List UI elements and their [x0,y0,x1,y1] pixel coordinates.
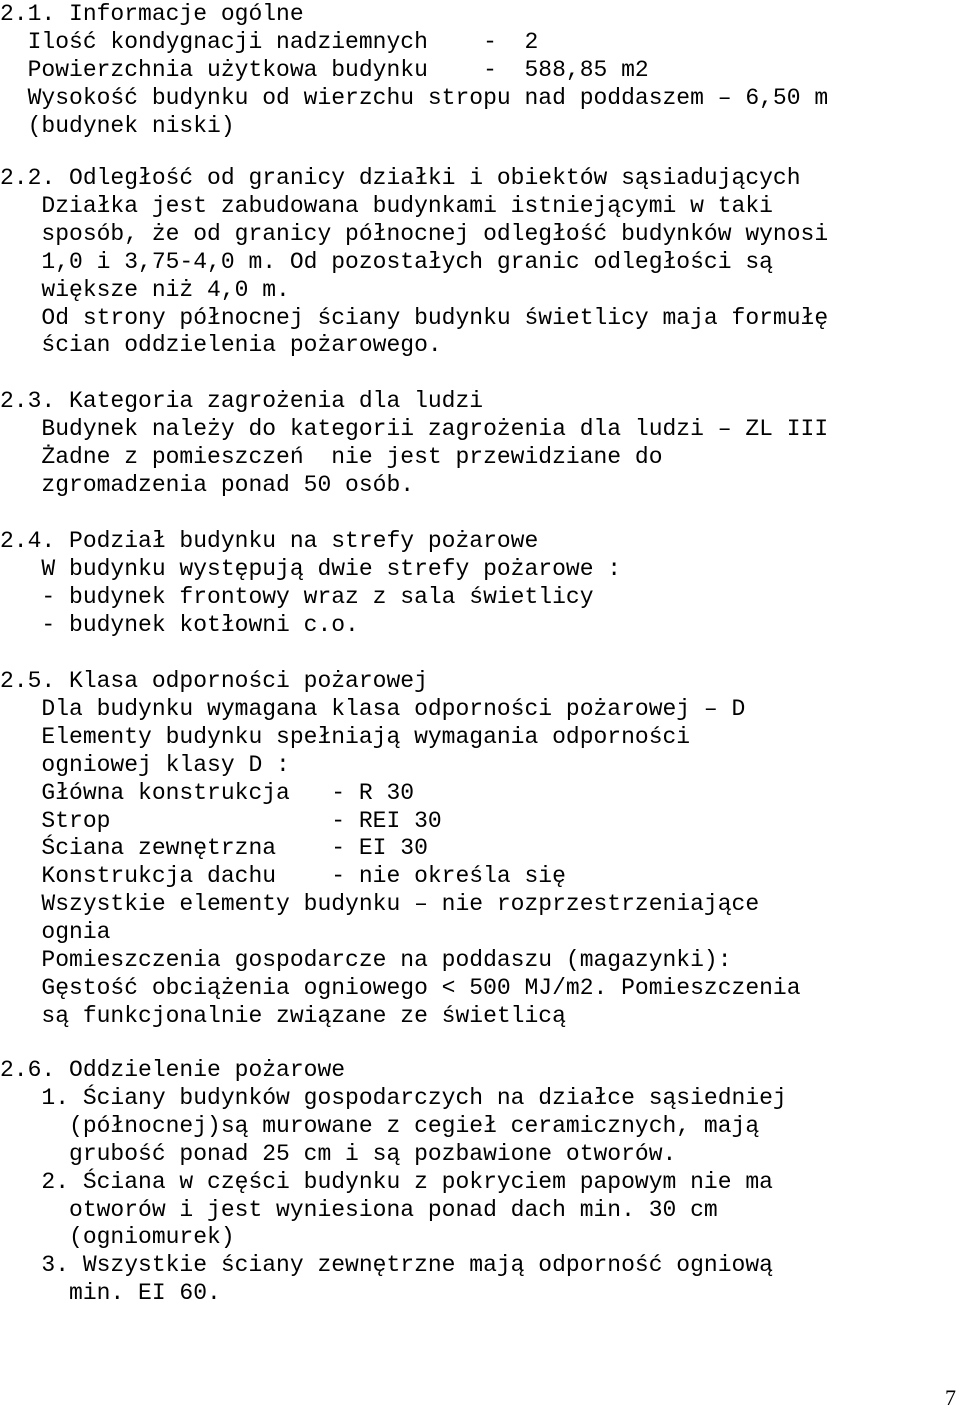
text-line: Żadne z pomieszczeń nie jest przewidziane do [0,443,663,470]
section-heading: 2.3. Kategoria zagrożenia dla ludzi [0,388,484,414]
text-line: sposób, że od granicy północnej odległość budynków wynosi [0,220,829,247]
text-line: są funkcjonalnie związane ze świetlicą [0,1002,566,1029]
text-line: Wysokość budynku od wierzchu stropu nad poddaszem – 6,50 m [0,84,829,111]
text-line: zgromadzenia ponad 50 osób. [0,471,415,498]
section-heading: 2.4. Podział budynku na strefy pożarowe [0,528,539,554]
section-heading: 2.6. Oddzielenie pożarowe [0,1057,346,1083]
text-line: (ogniomurek) [0,1224,235,1251]
text-line: ogniowej klasy D : [0,751,290,778]
text-line: - budynek frontowy wraz z sala świetlicy [0,583,594,610]
text-line: otworów i jest wyniesiona ponad dach min. 30 cm [0,1196,718,1223]
section-heading: 2.2. Odległość od granicy działki i obiektów sąsiadujących [0,165,801,191]
text-line: Konstrukcja dachu - nie określa się [0,863,566,890]
text-line: Główna konstrukcja - R 30 [0,779,415,806]
page-number: 7 [945,1385,956,1410]
text-line: ognia [0,919,111,946]
text-line: Pomieszczenia gospodarcze na poddaszu (magazynki): [0,947,732,973]
text-line: większe niż 4,0 m. [0,276,290,303]
text-line: Budynek należy do kategorii zagrożenia dla ludzi – ZL III [0,415,829,442]
text-line: 1,0 i 3,75-4,0 m. Od pozostałych granic odległości są [0,248,773,275]
text-line: Powierzchnia użytkowa budynku - 588,85 m2 [0,56,649,83]
text-line: min. EI 60. [0,1280,221,1307]
text-line: Ściana zewnętrzna - EI 30 [0,835,428,862]
text-line: 3. Wszystkie ściany zewnętrzne mają odporność ogniową [0,1252,773,1279]
text-line: Elementy budynku spełniają wymagania odporności [0,723,691,750]
text-line: Od strony północnej ściany budynku świetlicy maja formułę [0,304,829,331]
text-line: W budynku występują dwie strefy pożarowe : [0,555,622,582]
text-line: Wszystkie elementy budynku – nie rozprzestrzeniające [0,891,760,918]
text-line: Dla budynku wymagana klasa odporności pożarowej – D [0,695,746,722]
text-line: 1. Ściany budynków gospodarczych na działce sąsiedniej [0,1084,787,1111]
text-line: grubość ponad 25 cm i są pozbawione otworów. [0,1140,677,1167]
text-line: (północnej)są murowane z cegieł ceramicznych, mają [0,1112,760,1139]
text-line: Działka jest zabudowana budynkami istniejącymi w taki [0,192,773,219]
text-line: Strop - REI 30 [0,807,442,834]
text-line: 2. Ściana w części budynku z pokryciem papowym nie ma [0,1168,773,1195]
text-line: - budynek kotłowni c.o. [0,611,359,638]
section-heading: 2.5. Klasa odporności pożarowej [0,668,428,694]
text-line: Ilość kondygnacji nadziemnych - 2 [0,28,539,55]
text-line: ścian oddzielenia pożarowego. [0,332,442,359]
text-line: (budynek niski) [0,112,235,139]
text-line: Gęstość obciążenia ogniowego < 500 MJ/m2. Pomieszczenia [0,974,801,1001]
section-heading: 2.1. Informacje ogólne [0,1,304,27]
